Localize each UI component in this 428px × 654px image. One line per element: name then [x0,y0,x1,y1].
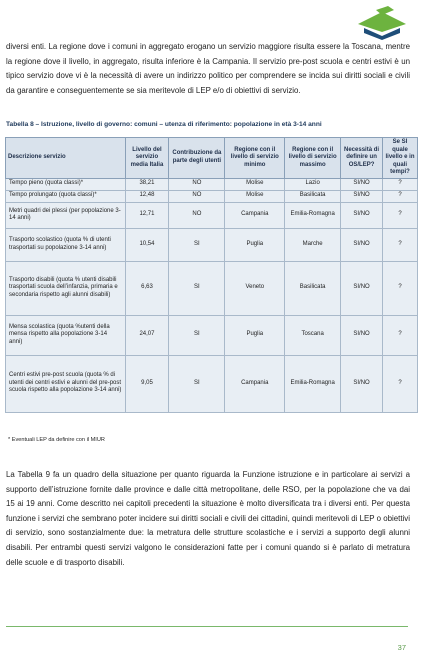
cell-user-contribution: SI [169,315,225,355]
cell-need-os-lep: SI/NO [341,261,383,315]
cell-description: Metri quadri dei plessi (per popolazione 3-14 anni) [6,202,126,228]
cell-average-level: 6,63 [125,261,169,315]
header-max-region: Regione con il livello di servizio massimo [285,138,341,179]
cell-max-region: Marche [285,228,341,261]
header-min-region: Regione con il livello di servizio minimo [225,138,285,179]
cell-average-level: 12,71 [125,202,169,228]
cell-user-contribution: NO [169,178,225,190]
cell-average-level: 9,05 [125,355,169,412]
cell-description: Centri estivi pre-post scuola (quota % di utenti dei centri estivi e alunni del pre-post scuola rispetto alla popolazione 3-14 anni) [6,355,126,412]
cell-min-region: Molise [225,190,285,202]
cell-min-region: Veneto [225,261,285,315]
cell-need-os-lep: SI/NO [341,228,383,261]
cell-need-os-lep: SI/NO [341,178,383,190]
cell-description: Trasporto disabili (quota % utenti disabili trasportati scuola dell’infanzia, primaria e secondaria rispetto agli alunni disabili) [6,261,126,315]
cell-min-region: Molise [225,178,285,190]
header-need-os-lep: Necessità di definire un OS/LEP? [341,138,383,179]
cell-level-timing: ? [383,355,418,412]
cell-level-timing: ? [383,228,418,261]
services-table [5,137,418,413]
cell-user-contribution: NO [169,190,225,202]
table-row [6,228,418,261]
cell-user-contribution: NO [169,202,225,228]
cell-need-os-lep: SI/NO [341,315,383,355]
cell-user-contribution: SI [169,228,225,261]
cell-max-region: Basilicata [285,190,341,202]
header-level-timing: Se SI quale livello e in quali tempi? [383,138,418,179]
cell-level-timing: ? [383,261,418,315]
body-paragraph-2: La Tabella 9 fa un quadro della situazione per quanto riguarda la Funzione istruzione e in particolare ai servizi a supporto dell’istruzione fornite dalle province e dalle città metropolitane, delle RSO, per la popolazione che va dai 15 ai 19 anni. Come descritto nei capitoli precedenti la situazione è molto diversificata tra i diversi enti. Per questa funzione i servizi che sembrano poter incidere sui diritti sociali e civili dei cittadini, quindi meritevoli di LEP o obiettivi di servizio, sono sostanzialmente due: la metratura delle strutture scolastiche e i servizi a supporto degli alunni disabili. Per entrambi questi servizi valgono le considerazioni fatte per i comuni quando si è parlato di metratura delle scuole e di trasporto disabili. [6,470,410,567]
body-paragraph-1: diversi enti. La regione dove i comuni in aggregato erogano un servizio maggiore risulta essere la Toscana, mentre la regione dove il livello, in aggregato, risulta inferiore è la Campania. Il servizio pre-post scuola e centri estivi è un tipico servizio dove vi è la necessità di avere un indirizzo politico per comprendere se incida sui diritti sociali e civili da garantire e conseguentemente se sia meritevole di LEP e/o di obiettivi di servizio. [6,42,410,95]
cell-max-region: Emilia-Romagna [285,355,341,412]
table-caption: Tabella 8 – Istruzione, livello di governo: comuni – utenza di riferimento: popolazione in età 3-14 anni [6,121,322,128]
cell-user-contribution: SI [169,261,225,315]
cell-max-region: Lazio [285,178,341,190]
cell-max-region: Basilicata [285,261,341,315]
cell-need-os-lep: SI/NO [341,202,383,228]
cell-average-level: 10,54 [125,228,169,261]
brand-logo-icon [356,6,408,40]
cell-level-timing: ? [383,315,418,355]
cell-max-region: Emilia-Romagna [285,202,341,228]
cell-level-timing: ? [383,202,418,228]
cell-average-level: 12,48 [125,190,169,202]
cell-max-region: Toscana [285,315,341,355]
cell-average-level: 24,07 [125,315,169,355]
cell-description: Tempo pieno (quota classi)* [6,178,126,190]
header-user-contribution: Contribuzione da parte degli utenti [169,138,225,179]
cell-description: Tempo prolungato (quota classi)* [6,190,126,202]
cell-min-region: Campania [225,355,285,412]
cell-description: Trasporto scolastico (quota % di utenti trasportati su popolazione 3-14 anni) [6,228,126,261]
table-row [6,178,418,190]
table-footnote: * Eventuali LEP da definire con il MIUR [8,437,105,443]
page-number: 37 [397,643,406,652]
header-description: Descrizione servizio [6,138,126,179]
table-row [6,355,418,412]
table-row [6,202,418,228]
cell-need-os-lep: SI/NO [341,190,383,202]
cell-level-timing: ? [383,178,418,190]
cell-min-region: Campania [225,202,285,228]
cell-user-contribution: SI [169,355,225,412]
table-row [6,315,418,355]
table-row [6,190,418,202]
header-average-level: Livello del servizio media Italia [125,138,169,179]
cell-level-timing: ? [383,190,418,202]
table-header-row [6,138,418,179]
table-row [6,261,418,315]
cell-average-level: 38,21 [125,178,169,190]
cell-min-region: Puglia [225,228,285,261]
cell-need-os-lep: SI/NO [341,355,383,412]
cell-min-region: Puglia [225,315,285,355]
cell-description: Mensa scolastica (quota %utenti della mensa rispetto alla popolazione 3-14 anni) [6,315,126,355]
footer-divider [6,626,408,627]
